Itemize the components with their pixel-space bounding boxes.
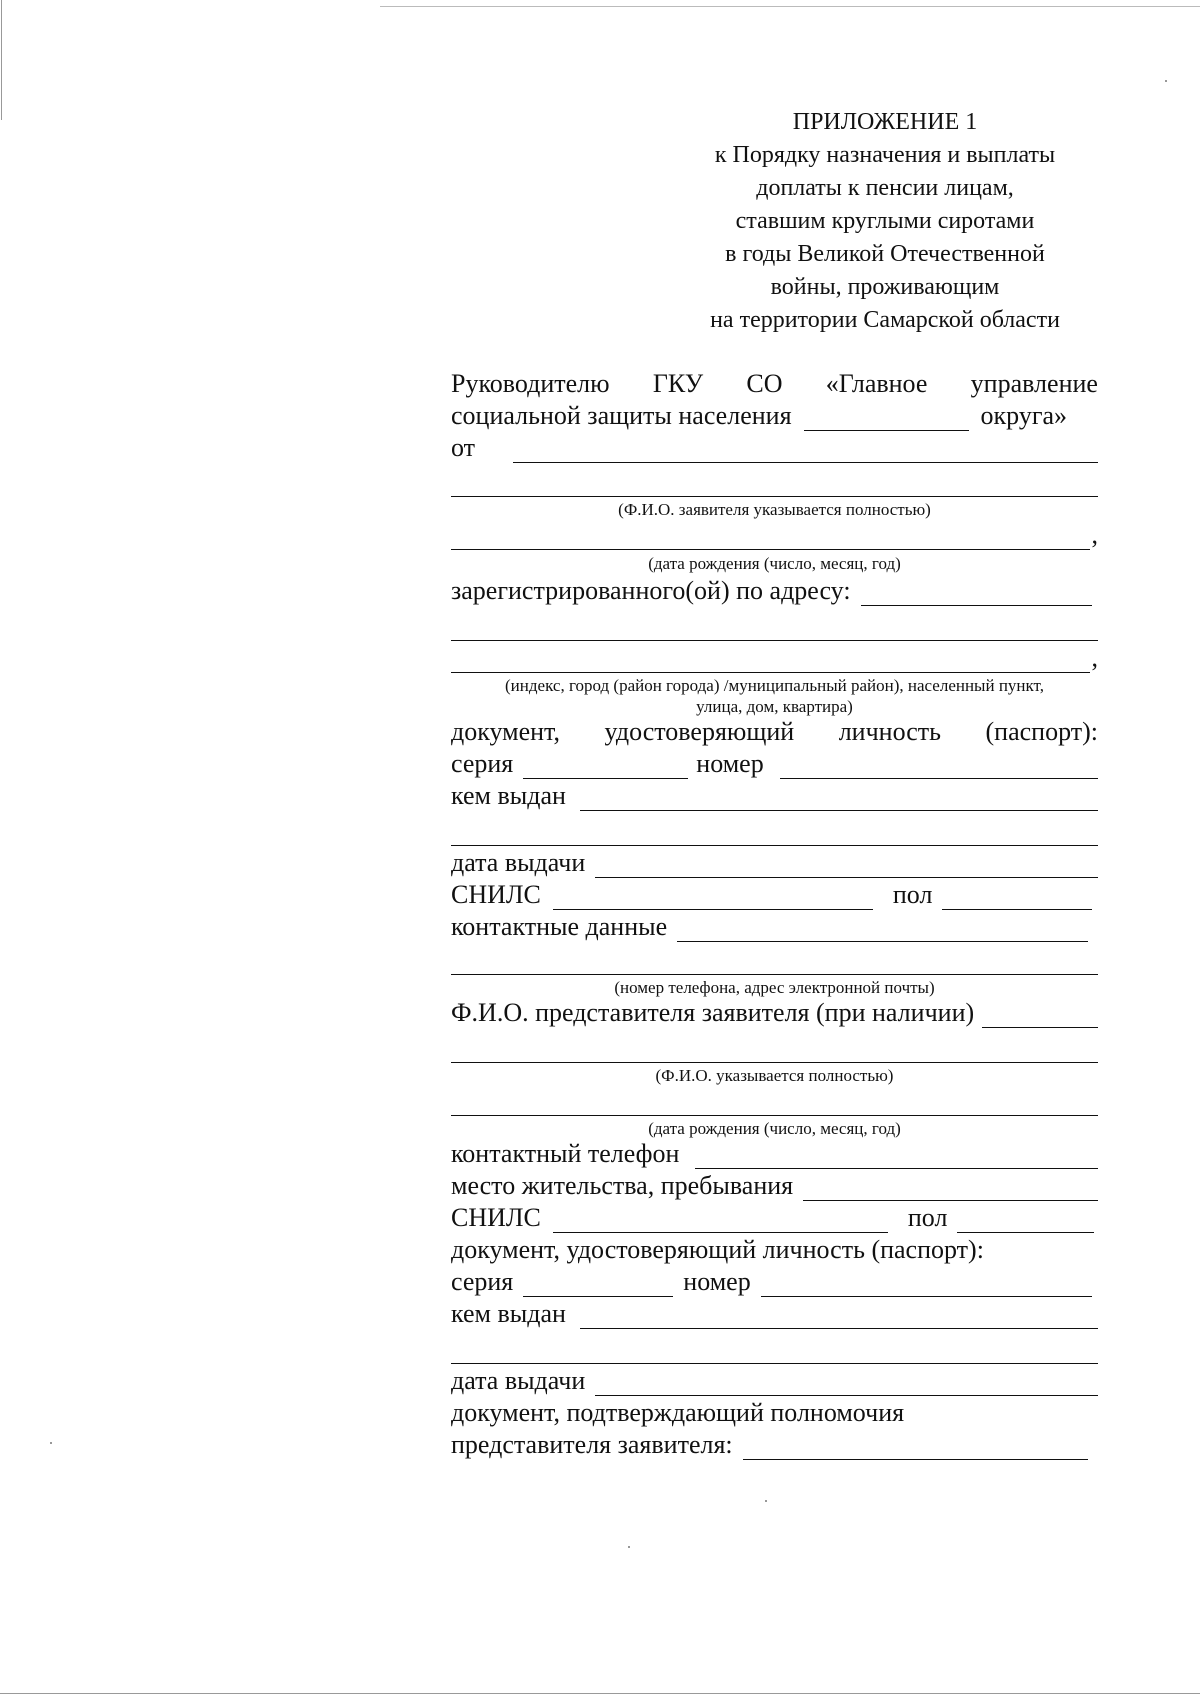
- rep-snils-field[interactable]: [553, 1210, 888, 1233]
- rep-sex-label: пол: [907, 1203, 948, 1232]
- id-doc-row: [451, 715, 1098, 747]
- addressee-word: управление: [970, 369, 1098, 398]
- contacts-caption: (номер телефона, адрес электронной почты): [614, 978, 935, 997]
- rep-issued-by-label: кем выдан: [451, 1299, 566, 1328]
- scan-speck: [1165, 80, 1167, 82]
- rep-authority-row-2: [451, 1428, 1098, 1460]
- rep-residence-row: [451, 1169, 1098, 1201]
- address-caption-1: (индекс, город (район города) /муниципальный район), населенный пункт,: [505, 676, 1044, 695]
- rep-heading-row: [451, 996, 1098, 1028]
- addressee-line-2: [451, 399, 1098, 431]
- comma: ,: [1091, 643, 1098, 672]
- contacts-label: контактные данные: [451, 912, 668, 941]
- rep-snils-label: СНИЛС: [451, 1203, 541, 1232]
- scan-speck: [628, 1546, 630, 1548]
- registered-label: зарегистрированного(ой) по адресу:: [451, 576, 851, 605]
- issued-by-field[interactable]: [580, 788, 1098, 811]
- issued-by-row: [451, 779, 1098, 811]
- rep-number-field[interactable]: [761, 1274, 1092, 1297]
- addressee-word: Руководителю: [451, 369, 610, 398]
- sex-label: пол: [892, 880, 933, 909]
- annex-line: войны, проживающим: [770, 274, 1000, 300]
- address-row-3: [451, 641, 1098, 673]
- applicant-dob-field[interactable]: [451, 527, 1090, 550]
- addressee-word: СО: [746, 369, 783, 398]
- contacts-field[interactable]: [677, 919, 1088, 942]
- scan-speck: [765, 1500, 767, 1502]
- issued-by-label: кем выдан: [451, 781, 566, 810]
- rep-series-row: [451, 1265, 1098, 1297]
- annex-line: доплаты к пенсии лицам,: [756, 175, 1014, 201]
- from-label: от: [451, 433, 476, 462]
- rep-issued-by-row: [451, 1297, 1098, 1329]
- address-caption-2: улица, дом, квартира): [696, 697, 853, 716]
- annex-line: к Порядку назначения и выплаты: [714, 142, 1056, 168]
- contacts-row: [451, 910, 1098, 942]
- rep-heading: Ф.И.О. представителя заявителя (при наличии): [451, 998, 975, 1027]
- dob-caption: (дата рождения (число, месяц, год): [648, 554, 901, 573]
- series-row: [451, 747, 1098, 779]
- registered-row: [451, 574, 1098, 606]
- address-field-3[interactable]: [451, 650, 1090, 673]
- annex-header: [660, 106, 1110, 337]
- sex-field[interactable]: [942, 887, 1092, 910]
- addressee-word: «Главное: [825, 369, 928, 398]
- addressee-text: социальной защиты населения: [451, 401, 792, 430]
- issue-date-field[interactable]: [595, 855, 1098, 878]
- rep-fio-field-2[interactable]: [451, 1062, 1098, 1063]
- rep-issue-date-label: дата выдачи: [451, 1366, 586, 1395]
- issue-date-label: дата выдачи: [451, 848, 586, 877]
- rep-number-label: номер: [683, 1267, 751, 1296]
- rep-snils-row: [451, 1201, 1098, 1233]
- rep-dob-caption: (дата рождения (число, месяц, год): [648, 1119, 901, 1138]
- id-doc-word: документ,: [451, 717, 560, 746]
- addressee-text: округа»: [980, 401, 1068, 430]
- comma: ,: [1091, 520, 1098, 549]
- id-doc-word: личность: [838, 717, 941, 746]
- annex-title: ПРИЛОЖЕНИЕ 1: [792, 109, 978, 135]
- rep-authority-field[interactable]: [743, 1437, 1088, 1460]
- scan-edge-top: [380, 6, 1200, 7]
- rep-authority-row: [451, 1396, 1098, 1428]
- rep-fio-field[interactable]: [982, 1005, 1098, 1028]
- addressee-word: ГКУ: [652, 369, 704, 398]
- rep-authority-label-2: представителя заявителя:: [451, 1430, 733, 1459]
- snils-row: [451, 878, 1098, 910]
- addressee-line-1: [451, 367, 1098, 399]
- application-form: [451, 367, 1098, 1460]
- rep-phone-field[interactable]: [695, 1146, 1098, 1169]
- rep-dob-field[interactable]: [451, 1115, 1098, 1116]
- rep-fio-caption: (Ф.И.О. указывается полностью): [655, 1066, 894, 1085]
- rep-issue-date-field[interactable]: [595, 1373, 1098, 1396]
- rep-phone-row: [451, 1137, 1098, 1169]
- address-field[interactable]: [861, 583, 1092, 606]
- rep-residence-label: место жительства, пребывания: [451, 1171, 794, 1200]
- id-doc-word: (паспорт):: [985, 717, 1098, 746]
- rep-issued-by-field[interactable]: [580, 1306, 1098, 1329]
- rep-authority-label: документ, подтверждающий полномочия: [451, 1398, 905, 1427]
- contacts-field-2[interactable]: [451, 974, 1098, 975]
- rep-series-label: серия: [451, 1267, 514, 1296]
- issue-date-row: [451, 846, 1098, 878]
- annex-line: на территории Самарской области: [710, 307, 1060, 333]
- applicant-fio-field[interactable]: [513, 440, 1098, 463]
- rep-phone-label: контактный телефон: [451, 1139, 680, 1168]
- from-row: [451, 431, 1098, 463]
- district-field[interactable]: [804, 408, 969, 431]
- rep-issue-date-row: [451, 1364, 1098, 1396]
- annex-line: в годы Великой Отечественной: [725, 241, 1045, 267]
- scan-speck: [50, 1442, 52, 1444]
- id-doc-word: удостоверяющий: [604, 717, 795, 746]
- rep-id-doc-row: [451, 1233, 1098, 1265]
- fio-caption: (Ф.И.О. заявителя указывается полностью): [618, 500, 931, 519]
- applicant-fio-field-2[interactable]: [451, 496, 1098, 497]
- scan-edge-bottom: [0, 1693, 1200, 1694]
- rep-id-doc-label: документ, удостоверяющий личность (паспорт):: [451, 1235, 984, 1264]
- snils-label: СНИЛС: [451, 880, 541, 909]
- series-field[interactable]: [523, 756, 688, 779]
- number-field[interactable]: [780, 756, 1098, 779]
- annex-line: ставшим круглыми сиротами: [735, 208, 1035, 234]
- rep-residence-field[interactable]: [803, 1178, 1098, 1201]
- number-label: номер: [696, 749, 764, 778]
- dob-row: [451, 520, 1098, 550]
- series-label: серия: [451, 749, 514, 778]
- rep-series-field[interactable]: [523, 1274, 673, 1297]
- rep-sex-field[interactable]: [957, 1210, 1094, 1233]
- snils-field[interactable]: [553, 887, 873, 910]
- scan-edge-left: [1, 0, 2, 120]
